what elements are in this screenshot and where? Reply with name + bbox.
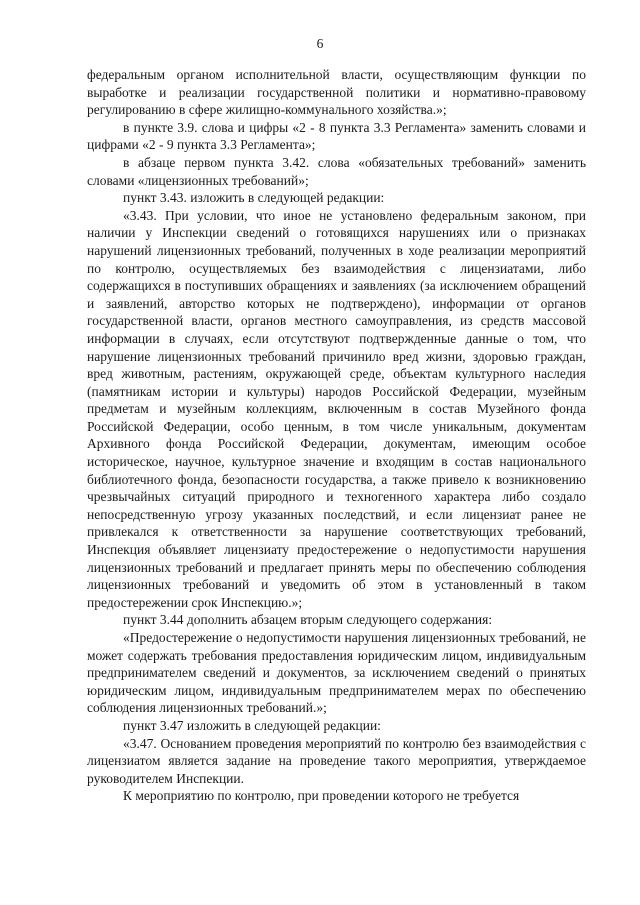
- paragraph: в пункте 3.9. слова и цифры «2 - 8 пункта 3.3 Регламента» заменить словами и цифрами «2 - 9 пункта 3.3 Регламента»;: [87, 119, 586, 153]
- paragraph: в абзаце первом пункта 3.42. слова «обязательных требований» заменить словами «лицензионных требований»;: [87, 154, 586, 188]
- page-number: 6: [316, 36, 324, 51]
- paragraph: К мероприятию по контролю, при проведении которого не требуется: [123, 788, 520, 804]
- paragraph: «3.47. Основанием проведения мероприятий по контролю без взаимодействия с лицензиатом является задание на проведение такого мероприятия, утверждаемое руководителем Инспекции.: [87, 735, 586, 786]
- paragraph: пункт 3.44 дополнить абзацем вторым следующего содержания:: [123, 612, 493, 628]
- paragraph: пункт 3.43. изложить в следующей редакции:: [123, 190, 385, 206]
- document-body: [87, 66, 586, 805]
- paragraph: пункт 3.47 изложить в следующей редакции:: [123, 717, 381, 733]
- paragraph: «Предостережение о недопустимости нарушения лицензионных требований, не может содержать требования предоставления юридическим лицом, индивидуальным предпринимателем сведений и документов, за исключением сведений о принятых юридическим лицом, индивидуальным предпринимателем мерах по обеспечению соблюдения лицензионных требований.»;: [87, 630, 586, 716]
- paragraph: «3.43. При условии, что иное не установлено федеральным законом, при наличии у Инспекции сведений о готовящихся нарушениях или о признаках нарушений лицензионных требований, полученных в ходе реализации мероприятий по контролю, осуществляемых без взаимодействия с лицензиатами, либо содержащихся в поступивших обращениях и заявлениях (за исключением обращений и заявлений, авторство которых не подтверждено), информации от органов государственной власти, органов местного самоуправления, из средств массовой информации в случаях, если отсутствуют подтвержденные данные о том, что нарушение лицензионных требований причинило вред жизни, здоровью граждан, вред животным, растениям, окружающей среде, объектам культурного наследия (памятникам истории и культуры) народов Российской Федерации, музейным предметам и музейным коллекциям, включенным в состав Музейного фонда Российской Федерации, особо ценным, в том числе уникальным, документам Архивного фонда Российской Федерации, документам, имеющим особое историческое, научное, культурное значение и входящим в состав национального библиотечного фонда, безопасности государства, а также привело к возникновению чрезвычайных ситуаций природного и техногенного характера либо создало непосредственную угрозу указанных последствий, и если лицензиат ранее не привлекался к ответственности за нарушение соответствующих требований, Инспекция объявляет лицензиату предостережение о недопустимости нарушения лицензионных требований и предлагает принять меры по обеспечению соблюдения лицензионных требований и уведомить об этом в установленный в таком предостережении срок Инспекцию.»;: [87, 207, 586, 610]
- paragraph: федеральным органом исполнительной власти, осуществляющим функции по выработке и реализации государственной политики и нормативно-правовому регулированию в сфере жилищно-коммунального хозяйства.»;: [87, 67, 586, 118]
